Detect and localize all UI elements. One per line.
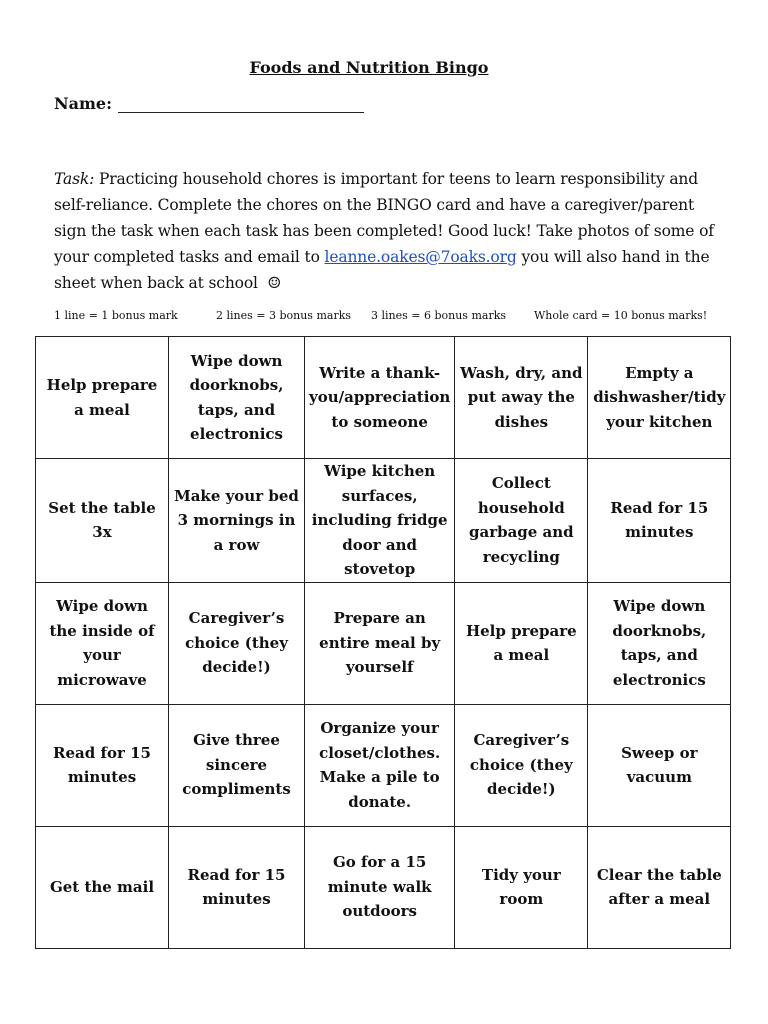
- bingo-cell: Wipe down doorknobs, taps, and electronics: [588, 582, 731, 704]
- name-row: [54, 94, 364, 113]
- bonus-item: 1 line = 1 bonus mark: [54, 309, 178, 322]
- bingo-row: [36, 459, 731, 583]
- bingo-card: [35, 336, 731, 949]
- name-label: Name:: [54, 94, 113, 113]
- bingo-cell: Clear the table after a meal: [588, 826, 731, 948]
- bingo-cell: Organize your closet/clothes. Make a pile to donate.: [305, 704, 455, 826]
- bonus-item: 2 lines = 3 bonus marks: [216, 309, 352, 322]
- page-title: Foods and Nutrition Bingo: [249, 58, 489, 77]
- bingo-cell: Sweep or vacuum: [588, 704, 731, 826]
- bingo-row: [36, 582, 731, 704]
- bingo-cell: Prepare an entire meal by yourself: [305, 582, 455, 704]
- task-paragraph: [54, 166, 714, 296]
- bonus-legend: [0, 309, 768, 325]
- bingo-row: [36, 337, 731, 459]
- task-text: Practicing household chores is important for teens to learn responsibility and self-reliance. Complete the chores on the BINGO card and have a caregiver/parent sign the task when each task has been completed! Good luck! Take photos of some of your completed tasks and email to: [54, 170, 714, 266]
- task-label: Task:: [54, 170, 95, 188]
- bonus-item: Whole card = 10 bonus marks!: [534, 309, 708, 322]
- bingo-cell: Read for 15 minutes: [169, 826, 305, 948]
- bingo-cell: Wipe kitchen surfaces, including fridge door and stovetop: [305, 459, 455, 583]
- name-blank-line: [118, 94, 364, 113]
- bingo-cell: Wipe down doorknobs, taps, and electronics: [169, 337, 305, 459]
- bingo-cell: Get the mail: [36, 826, 169, 948]
- bingo-cell: Caregiver’s choice (they decide!): [455, 704, 588, 826]
- bingo-cell: Set the table 3x: [36, 459, 169, 583]
- bingo-cell: Wash, dry, and put away the dishes: [455, 337, 588, 459]
- bingo-row: [36, 826, 731, 948]
- bingo-cell: Caregiver’s choice (they decide!): [169, 582, 305, 704]
- bingo-row: [36, 704, 731, 826]
- bingo-cell: Collect household garbage and recycling: [455, 459, 588, 583]
- task-text-end: you will also hand in the sheet when back at school: [54, 248, 710, 292]
- bingo-cell: Read for 15 minutes: [588, 459, 731, 583]
- smiley-icon: ☺: [267, 274, 282, 292]
- bingo-cell: Help prepare a meal: [455, 582, 588, 704]
- bingo-cell: Tidy your room: [455, 826, 588, 948]
- email-link[interactable]: leanne.oakes@7oaks.org: [324, 248, 517, 266]
- bingo-cell: Read for 15 minutes: [36, 704, 169, 826]
- bonus-item: 3 lines = 6 bonus marks: [371, 309, 507, 322]
- bingo-cell: Make your bed 3 mornings in a row: [169, 459, 305, 583]
- bingo-cell: Write a thank-you/appreciation to someone: [305, 337, 455, 459]
- bingo-cell: Wipe down the inside of your microwave: [36, 582, 169, 704]
- bingo-cell: Help prepare a meal: [36, 337, 169, 459]
- bingo-cell: Give three sincere compliments: [169, 704, 305, 826]
- bingo-cell: Go for a 15 minute walk outdoors: [305, 826, 455, 948]
- bingo-cell: Empty a dishwasher/tidy your kitchen: [588, 337, 731, 459]
